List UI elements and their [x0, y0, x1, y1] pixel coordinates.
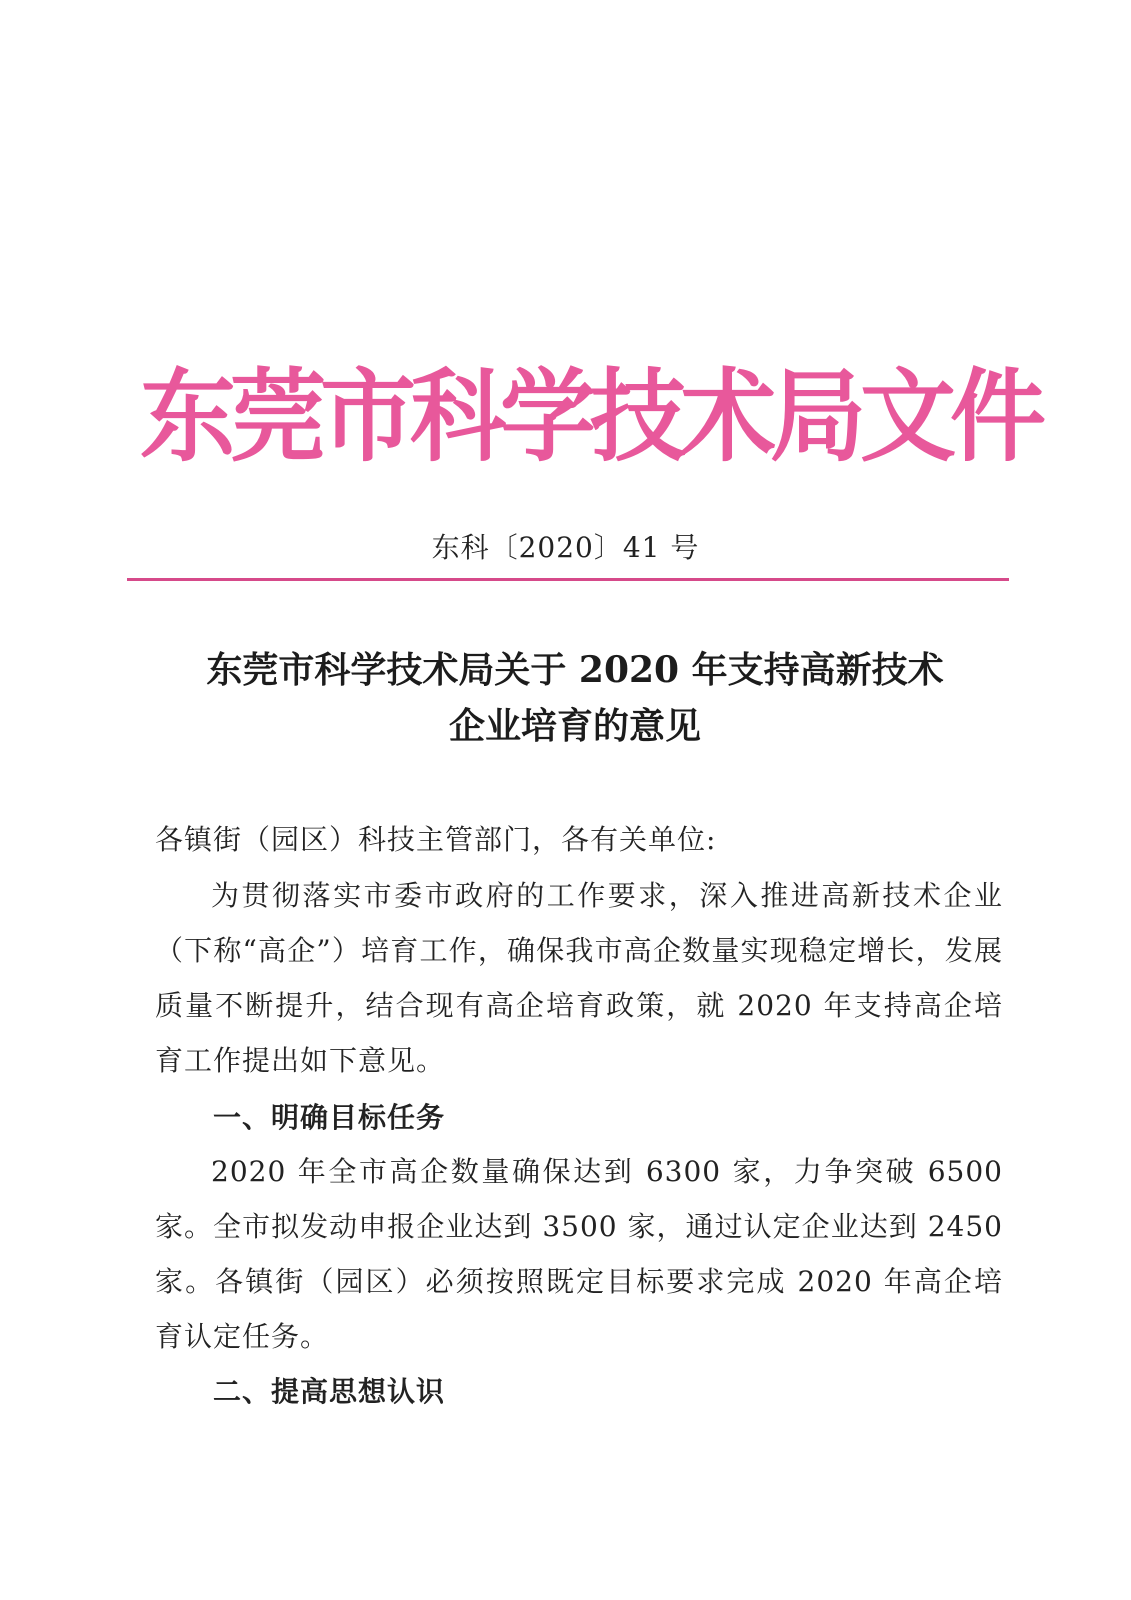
salutation: 各镇街（园区）科技主管部门，各有关单位: — [155, 823, 717, 856]
section-2-heading: 二、提高思想认识 — [213, 1375, 446, 1408]
issuing-authority-masthead: 东莞市科学技术局文件 — [140, 358, 1040, 476]
document-title — [140, 642, 1010, 754]
document-number: 东科〔2020〕41 号 — [431, 531, 700, 564]
section-1-paragraph: 2020 年全市高企数量确保达到 6300 家，力争突破 6500 家。全市拟发动申报企业达到 3500 家，通过认定企业达到 2450 家。各镇街（园区）必须按照既定目标要求完成 2020 年高企培育认定任务。 — [155, 1155, 1003, 1353]
intro-paragraph: 为贯彻落实市委市政府的工作要求，深入推进高新技术企业（下称“高企”）培育工作，确保我市高企数量实现稳定增长，发展质量不断提升，结合现有高企培育政策，就 2020 年支持高企培育工作提出如下意见。 — [155, 879, 1003, 1077]
document-title-line-1: 东莞市科学技术局关于 2020 年支持高新技术 — [206, 649, 944, 691]
section-1-heading: 一、明确目标任务 — [213, 1101, 446, 1134]
red-separator-rule — [127, 578, 1009, 581]
document-title-line-2: 企业培育的意见 — [448, 705, 701, 747]
